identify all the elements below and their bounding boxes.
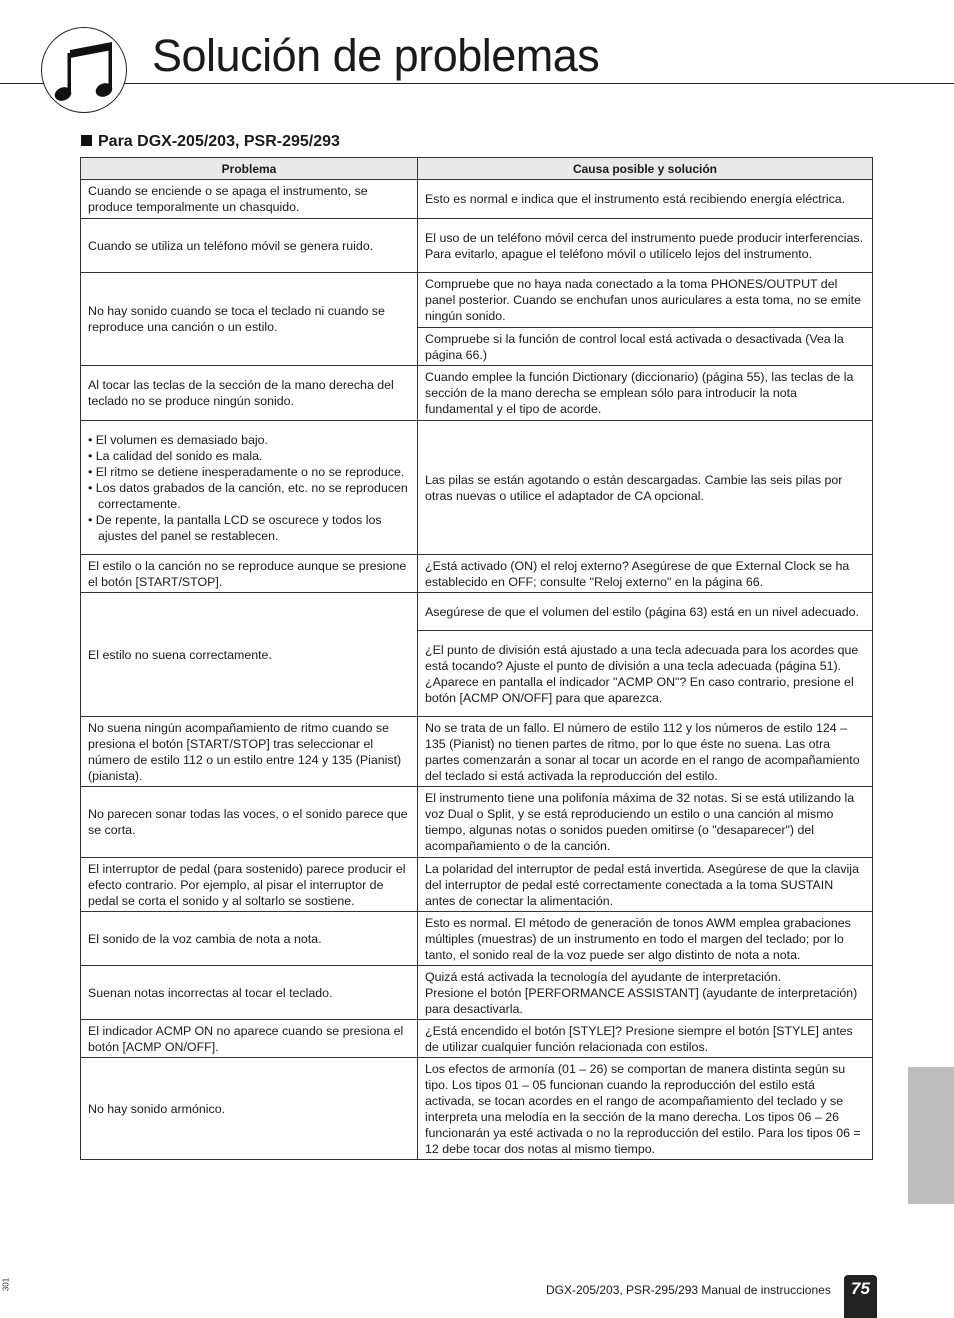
solution-cell: No se trata de un fallo. El número de estilo 112 y los números de estilo 124 – 135 (Pianist) no tienen partes de ritmo, por lo que éste no suena. Las otra partes comenzarán a sonar al tocar un acorde en el rango de acompañamiento del teclado si está activada la reproducción del estilo. (418, 717, 873, 787)
solution-cell: Asegúrese de que el volumen del estilo (página 63) está en un nivel adecuado. (418, 593, 873, 631)
table-row (81, 555, 873, 593)
table-row (81, 1058, 873, 1160)
problem-cell: El interruptor de pedal (para sostenido) parece producir el efecto contrario. Por ejemplo, al pisar el interruptor de pedal se corta el sonido y al soltarlo se sostiene. (81, 858, 418, 912)
solution-cell: ¿El punto de división está ajustado a una tecla adecuada para los acordes que está tocando? Ajuste el punto de división a una tecla adecuada (página 51). ¿Aparece en pantalla el indicador "ACMP ON"? En caso contrario, presione el botón [ACMP ON/OFF] para que aparezca. (418, 631, 873, 717)
solution-cell: El uso de un teléfono móvil cerca del instrumento puede producir interferencias. Para evitarlo, apague el teléfono móvil o utilícelo lejos del instrumento. (418, 219, 873, 273)
solution-cell: Compruebe si la función de control local está activada o desactivada (Vea la página 66.) (418, 328, 873, 366)
problem-cell (81, 421, 418, 555)
solution-cell: Compruebe que no haya nada conectado a la toma PHONES/OUTPUT del panel posterior. Cuando se enchufan unos auriculares a esta toma, no se emite ningún sonido. (418, 273, 873, 328)
solution-cell: La polaridad del interruptor de pedal está invertida. Asegúrese de que la clavija del interruptor de pedal esté correctamente conectada a la toma SUSTAIN antes de conectar la alimentación. (418, 858, 873, 912)
problem-cell: No hay sonido armónico. (81, 1058, 418, 1160)
solution-cell: Los efectos de armonía (01 – 26) se comportan de manera distinta según su tipo. Los tipos 01 – 05 funcionan cuando la reproducción del estilo está activada, se tocan acordes en el rango de acompañamiento del teclado y se interpreta una melodía en la sección de la mano derecha. Los tipos 06 – 26 funcionarán ya esté activada o no la reproducción del estilo. Para los tipos 06 = 12 debe tocar dos notas al mismo tiempo. (418, 1058, 873, 1160)
section-heading-text: Para DGX-205/203, PSR-295/293 (98, 133, 340, 150)
troubleshooting-table (80, 157, 873, 1160)
problem-cell: Cuando se utiliza un teléfono móvil se genera ruido. (81, 219, 418, 273)
solution-cell: Cuando emplee la función Dictionary (diccionario) (página 55), las teclas de la sección de la mano derecha se emplean sólo para introducir la nota fundamental y el tipo de acorde. (418, 366, 873, 421)
music-note-icon (41, 27, 127, 113)
list-item: • La calidad del sonido es mala. (88, 448, 410, 464)
page-number: 75 (844, 1275, 877, 1318)
list-item: • De repente, la pantalla LCD se oscurece y todos los ajustes del panel se restablecen. (88, 512, 410, 544)
problem-cell: No hay sonido cuando se toca el teclado ni cuando se reproduce una canción o un estilo. (81, 273, 418, 366)
table-row (81, 421, 873, 555)
solution-cell: Esto es normal e indica que el instrumento está recibiendo energía eléctrica. (418, 180, 873, 219)
table-row (81, 219, 873, 273)
solution-cell: Esto es normal. El método de generación de tonos AWM emplea grabaciones múltiples (muestras) de un instrumento en todo el margen del teclado; por lo tanto, el sonido real de la voz puede ser algo distinto de nota a nota. (418, 912, 873, 966)
problem-cell: Suenan notas incorrectas al tocar el teclado. (81, 966, 418, 1020)
footer-manual-title: DGX-205/203, PSR-295/293 Manual de instrucciones (546, 1283, 831, 1297)
table-row (81, 366, 873, 421)
column-header-problem: Problema (81, 158, 418, 180)
table-row (81, 273, 873, 328)
table-row (81, 912, 873, 966)
problem-cell: Al tocar las teclas de la sección de la mano derecha del teclado no se produce ningún sonido. (81, 366, 418, 421)
list-item: • El volumen es demasiado bajo. (88, 432, 410, 448)
problem-cell: Cuando se enciende o se apaga el instrumento, se produce temporalmente un chasquido. (81, 180, 418, 219)
table-row (81, 180, 873, 219)
solution-cell: ¿Está activado (ON) el reloj externo? Asegúrese de que External Clock se ha establecido en OFF; consulte "Reloj externo" en la página 66. (418, 555, 873, 593)
side-section-tab (908, 1067, 954, 1204)
solution-cell: Quizá está activada la tecnología del ayudante de interpretación. Presione el botón [PERFORMANCE ASSISTANT] (ayudante de interpretación) para desactivarla. (418, 966, 873, 1020)
problem-cell: No suena ningún acompañamiento de ritmo cuando se presiona el botón [START/STOP] tras seleccionar el número de estilo 112 o un estilo entre 124 y 135 (Pianist) (pianista). (81, 717, 418, 787)
table-row (81, 717, 873, 787)
problem-cell: El sonido de la voz cambia de nota a nota. (81, 912, 418, 966)
column-header-solution: Causa posible y solución (418, 158, 873, 180)
problem-cell: El indicador ACMP ON no aparece cuando se presiona el botón [ACMP ON/OFF]. (81, 1020, 418, 1058)
problem-cell: El estilo o la canción no se reproduce aunque se presione el botón [START/STOP]. (81, 555, 418, 593)
solution-cell: ¿Está encendido el botón [STYLE]? Presione siempre el botón [STYLE] antes de utilizar cualquier función relacionada con estilos. (418, 1020, 873, 1058)
section-heading (81, 132, 340, 152)
solution-cell: El instrumento tiene una polifonía máxima de 32 notas. Si se está utilizando la voz Dual o Split, y se está reproduciendo un estilo o una canción al mismo tiempo, algunas notas o sonidos pueden omitirse (o "desaparecer") del acompañamiento o de la canción. (418, 787, 873, 858)
table-header-row (81, 158, 873, 180)
solution-cell: Las pilas se están agotando o están descargadas. Cambie las seis pilas por otras nuevas o utilice el adaptador de CA opcional. (418, 421, 873, 555)
problem-bullet-list (88, 432, 410, 544)
list-item: • Los datos grabados de la canción, etc. no se reproducen correctamente. (88, 480, 410, 512)
table-row (81, 858, 873, 912)
problem-cell: El estilo no suena correctamente. (81, 593, 418, 717)
square-bullet-icon (81, 135, 92, 146)
table-row (81, 1020, 873, 1058)
list-item: • El ritmo se detiene inesperadamente o no se reproduce. (88, 464, 410, 480)
table-row (81, 593, 873, 631)
page-title: Solución de problemas (152, 30, 600, 81)
table-row (81, 787, 873, 858)
side-code: 301 (1, 1277, 11, 1292)
table-row (81, 966, 873, 1020)
problem-cell: No parecen sonar todas las voces, o el sonido parece que se corta. (81, 787, 418, 858)
